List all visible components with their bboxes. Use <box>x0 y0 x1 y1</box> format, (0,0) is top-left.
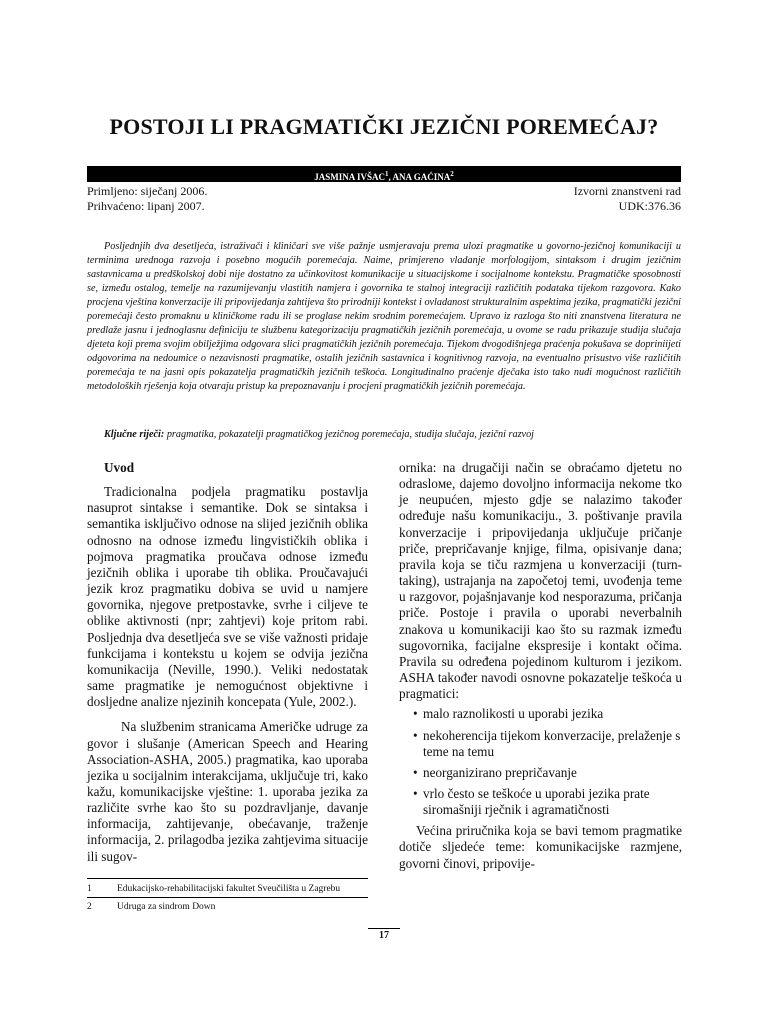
paper-title: POSTOJI LI PRAGMATIČKI JEZIČNI POREMEĆAJ? <box>109 114 659 139</box>
author-2-affiliation-mark: 2 <box>450 170 454 178</box>
author-bar <box>87 166 681 182</box>
left-column <box>87 460 368 865</box>
author-2: ANA GAĆINA <box>392 172 451 182</box>
keywords-label: Ključne riječi: <box>104 429 165 440</box>
bullet-icon: • <box>413 785 418 801</box>
paragraph: Tradicionalna podjela pragmatiku postavlja nasuprot sintakse i semantike. Dok se sintaksa i semantika isključivo odnose na slijed jezičnih oblika odnosno na odnose između lingvističkih oblika i pojmova pragmatika proučava odnose između jezičnih oblika i uporabe tih oblika. Proučavajući jezik kroz pragmatiku dobiva se uvid u namjere govornika, njegove pretpostavke, svrhe i ciljeve te oblike aktivnosti (npr; zahtjevi) koje pritom rabi. Posljednja dva desetljeća sve se više važnosti pridaje funkcijama i kontekstu u kojem se odvija jezična komunikacija (Neville, 1990.). Veliki nedostatak same pragmatike je nemogućnost objektivne i dosljedne analize njezinih koncepata (Yule, 2002.). <box>87 484 368 710</box>
paragraph: Na službenim stranicama Američke udruge za govor i slušanje (American Speech and Hearing Association-ASHA, 2005.) pragmatika, kao uporaba jezika u socijalnim interakcijama, uključuje tri, kako kažu, komunikacijske vještine: 1. uporaba jezika za različite svrhe kao što su pozdravljanje, davanje informacija, zahtijevanje, obećavanje, traženje informacija, 2. prilagodba jezika zahtjevima situacije ili sugov- <box>87 719 368 864</box>
footnote-1 <box>87 883 340 895</box>
article-classification <box>574 184 681 214</box>
footnote-text: Udruga za sindrom Down <box>117 902 216 912</box>
bullet-icon: • <box>413 706 418 722</box>
keywords <box>87 429 681 440</box>
accepted-date: Prihvaćeno: lipanj 2007. <box>87 199 205 213</box>
article-type: Izvorni znanstveni rad <box>573 184 681 198</box>
list-item: • nekoherencija tijekom konverzacije, prelaženje s teme na temu <box>413 727 681 759</box>
page-number: 17 <box>379 930 389 941</box>
footnote-divider <box>87 897 368 898</box>
bullet-icon: • <box>413 764 418 780</box>
footnote-text: Edukacijsko-rehabilitacijski fakultet Sveučilišta u Zagrebu <box>117 884 341 894</box>
list-item: • malo raznolikosti u uporabi jezika <box>413 706 604 722</box>
received-date: Primljeno: siječanj 2006. <box>87 184 208 198</box>
footnote-number: 1 <box>87 884 92 894</box>
bullet-icon: • <box>413 727 418 743</box>
section-heading: Uvod <box>104 460 135 475</box>
keywords-text: pragmatika, pokazatelji pragmatičkog jezičnog poremećaja, studija slučaja, jezični razvoj <box>164 429 535 440</box>
footnote-divider <box>87 878 368 879</box>
author-1: JASMINA IVŠAC <box>314 172 385 182</box>
list-item: • vrlo često se teškoće u uporabi jezika prate siromašniji rječnik i agramatičnosti <box>413 785 650 818</box>
page-number-rule <box>368 928 400 929</box>
footnote-2 <box>87 901 215 913</box>
list-item: • neorganizirano prepričavanje <box>413 764 577 780</box>
submission-dates <box>87 184 207 214</box>
footnote-number: 2 <box>87 902 92 912</box>
right-column <box>399 460 682 872</box>
udk-code: UDK:376.36 <box>618 199 681 213</box>
paragraph: Većina priručnika koja se bavi temom pragmatike dotiče sljedeće teme: komunikacijske razmjene, govorni činovi, pripovije- <box>399 823 682 871</box>
author-1-affiliation-mark: 1 <box>384 170 389 178</box>
paragraph: ornika: na drugačiji način se obraćamo djetetu no odrasloме, dajemo dovoljno informacija nekome tko je neupućen, mjesto gdje se nalazimo također određuje našu komunikaciju., 3. poštivanje pravila konverzacije i pripovijedanja uključuje pričanje priče, prepričavanje knjige, filma, opisivanje dana; pravila koja se tiču razmjena u konverzaciji (turn-taking), ustrajanja na započetoj temi, uvođenja teme u razgovor, pojašnjavanje kod nesporazuma, pričanja priče. Postoje i pravila o uporabi neverbalnih znakova u komunikaciji kao što su razmak između sugovornika, facijalne ekspresije i kontakt očima. Pravila su određena pojedinom kulturom i jezikom. ASHA također navodi osnovne pokazatelje teškoća u pragmatici: <box>399 460 682 702</box>
author-separator: , <box>388 172 393 182</box>
abstract: Posljednjih dva desetljeća, istraživači i kliničari sve više pažnje usmjeravaju prema ulozi pragmatike u govorno-jezičnoj komunikaciji u terminima urednoga razvoja i posebno mogućih poremećaja. Naime, primjereno vladanje morfologijom, sintaksom i drugim jezičnim sastavnicama u predškolskoj dobi nije dostatno za učinkovitost komunikacije u situacijskome i socijalnome kontekstu. Pragmatičke sposobnosti se, između ostalog, temelje na razumijevanju vlastitih namjera i govornika te stalnoj integraciji različitih podataka tijekom razgovora. Kako procjena vještina konverzacije ili pripovijedanja zahtijeva što prirodniji kontekst i ovladanost strukturalnim aspektima jezika, pragmatički jezični poremećaji često promaknu u kliničkome radu ili se proglase nekim srodnim poremećajem. Upravo iz razloga što niti znanstvena literatura ne predlaže jasnu i jednoglasnu definiciju te službenu kategorizaciju pragmatičkih jezičnih poremećaja, u ovome se radu prikazuje studija slučaja djeteta koji prema svojim obilježjima odgovara slici pragmatičkih jezičnih poremećaja. Tijekom dvogodišnjega praćenja pokušava se dopriniijeti odgovorima na nedoumice o nezavisnosti pragmatike, ostalih jezičnih sastavnica i kognitivnog razvoja, na eventualno prisustvo više različitih poremećaja te na jasni opis pokazatelja pragmatičkih jezičnih teškoća. Longitudinalno praćenje dječaka isto tako nudi mogućnost različitih metodoloških rješenja koja otvaraju pristup ka prepoznavanju i procjeni pragmatičkih jezičnih poremećaja. <box>87 241 681 393</box>
indicator-list <box>399 706 682 818</box>
